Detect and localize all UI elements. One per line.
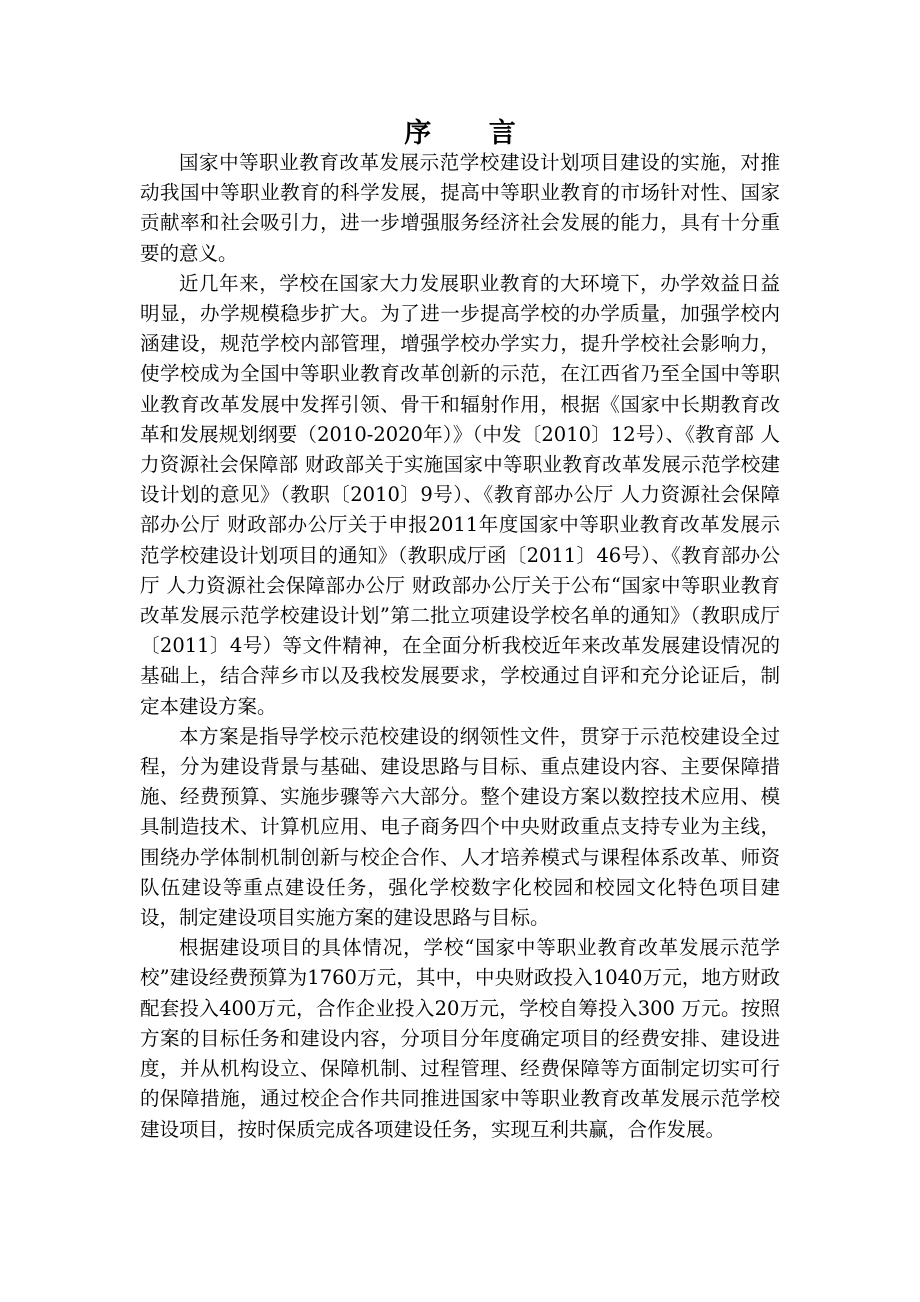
- paragraph-intro: 国家中等职业教育改革发展示范学校建设计划项目建设的实施，对推动我国中等职业教育的科学发展，提高中等职业教育的市场针对性、国家贡献率和社会吸引力，进一步增强服务经济社会发展的能力，具有十分重要的意义。: [140, 151, 780, 265]
- document-body: [140, 148, 780, 1145]
- paragraph-background: 近几年来，学校在国家大力发展职业教育的大环境下，办学效益日益明显，办学规模稳步扩大。为了进一步提高学校的办学质量，加强学校内涵建设，规范学校内部管理，增强学校办学实力，提升学校社会影响力，使学校成为全国中等职业教育改革创新的示范，在江西省乃至全国中等职业教育改革发展中发挥引领、骨干和辐射作用，根据《国家中长期教育改革和发展规划纲要（2010-2020年）》（中发〔2010〕12号）、《教育部 人力资源社会保障部 财政部关于实施国家中等职业教育改革发展示范学校建设计划的意见》（教职〔2010〕9号）、《教育部办公厅 人力资源社会保障部办公厅 财政部办公厅关于申报2011年度国家中等职业教育改革发展示范学校建设计划项目的通知》（教职成厅函〔2011〕46号）、《教育部办公厅 人力资源社会保障部办公厅 财政部办公厅关于公布“国家中等职业教育改革发展示范学校建设计划”第二批立项建设学校名单的通知》（教职成厅〔2011〕4号）等文件精神，在全面分析我校近年来改革发展建设情况的基础上，结合萍乡市以及我校发展要求，学校通过自评和充分论证后，制定本建设方案。: [140, 271, 780, 718]
- paragraph-budget: 根据建设项目的具体情况，学校“国家中等职业教育改革发展示范学校”建设经费预算为1760万元，其中，中央财政投入1040万元，地方财政配套投入400万元，合作企业投入20万元，学校自筹投入300 万元。按照方案的目标任务和建设内容，分项目分年度确定项目的经费安排、建设进度，并从机构设立、保障机制、过程管理、经费保障等方面制定切实可行的保障措施，通过校企合作共同推进国家中等职业教育改革发展示范学校建设项目，按时保质完成各项建设任务，实现互利共赢，合作发展。: [140, 936, 780, 1141]
- page-title: 序 言: [404, 118, 540, 149]
- paragraph-plan-overview: 本方案是指导学校示范校建设的纲领性文件，贯穿于示范校建设全过程，分为建设背景与基础、建设思路与目标、重点建设内容、主要保障措施、经费预算、实施步骤等六大部分。整个建设方案以数控技术应用、模具制造技术、计算机应用、电子商务四个中央财政重点支持专业为主线，围绕办学体制机制创新与校企合作、人才培养模式与课程体系改革、师资队伍建设等重点建设任务，强化学校数字化校园和校园文化特色项目建设，制定建设项目实施方案的建设思路与目标。: [140, 724, 780, 930]
